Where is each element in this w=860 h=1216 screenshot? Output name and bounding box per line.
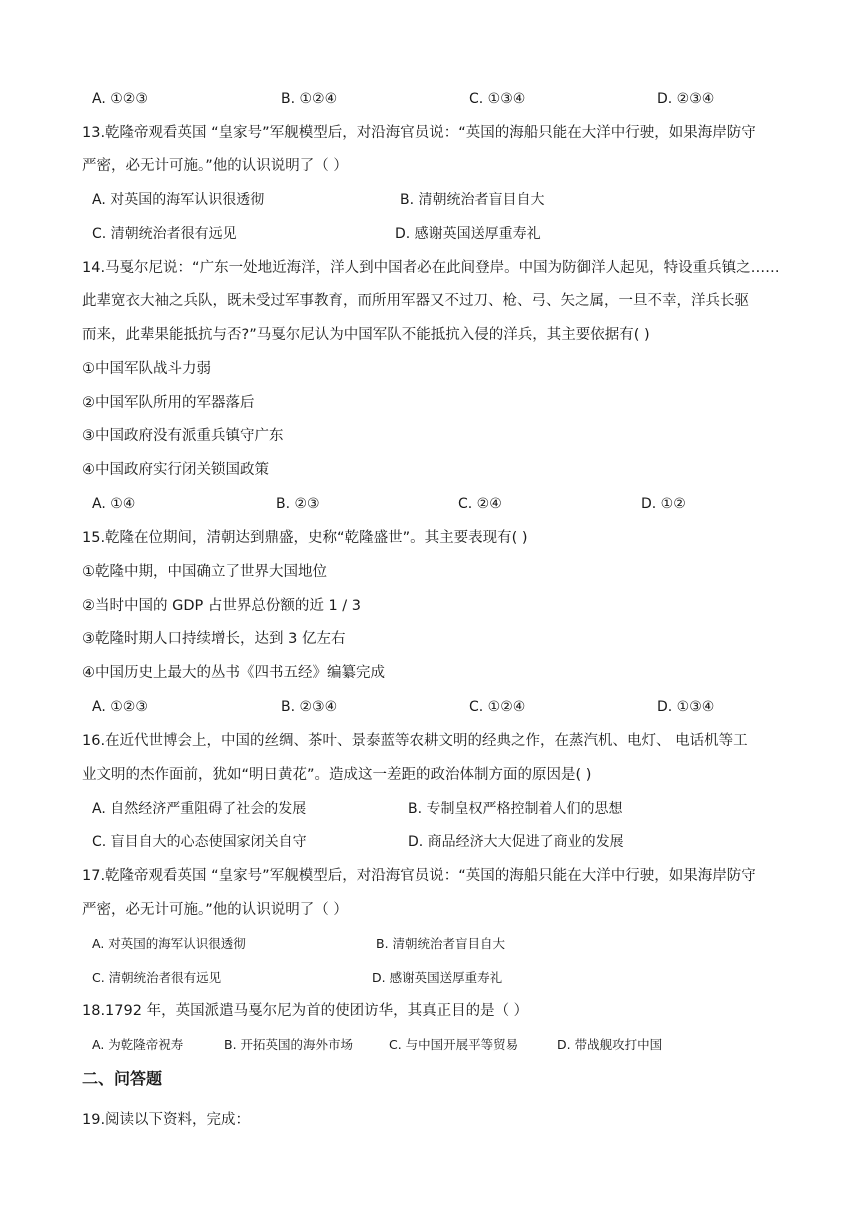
q12-option-a: A. ①②③ <box>92 91 148 107</box>
q17-option-c: C. 清朝统治者很有远见 <box>92 970 222 985</box>
q14-stem-line3: 而来，此辈果能抵抗与否?”马戛尔尼认为中国军队不能抵抗入侵的洋兵，其主要依据有( ) <box>82 327 650 343</box>
q13-option-b: B. 清朝统治者盲目自大 <box>400 192 545 208</box>
q15-option-c: C. ①②④ <box>469 699 526 715</box>
q14-option-c: C. ②④ <box>458 496 502 512</box>
q14-option-b: B. ②③ <box>276 496 320 512</box>
q17-option-a: A. 对英国的海军认识很透彻 <box>92 936 246 951</box>
q13-stem-line1: 13.乾隆帝观看英国 “皇家号”军舰模型后，对沿海官员说：“英国的海船只能在大洋中行驶，如果海岸防守 <box>82 125 756 141</box>
q14-option-d: D. ①② <box>641 496 686 512</box>
q19-stem-line1: 19.阅读以下资料，完成： <box>82 1112 251 1128</box>
q15-item-1: ①乾隆中期，中国确立了世界大国地位 <box>82 564 327 580</box>
q15-stem-line1: 15.乾隆在位期间，清朝达到鼎盛，史称“乾隆盛世”。其主要表现有( ) <box>82 530 528 546</box>
q15-option-b: B. ②③④ <box>281 699 338 715</box>
q18-option-d: D. 带战舰攻打中国 <box>557 1037 663 1052</box>
q15-option-d: D. ①③④ <box>657 699 715 715</box>
q15-option-a: A. ①②③ <box>92 699 148 715</box>
q13-option-c: C. 清朝统治者很有远见 <box>92 226 237 242</box>
q14-item-2: ②中国军队所用的军器落后 <box>82 395 255 411</box>
q13-stem-line2: 严密，必无计可施。”他的认识说明了（ ） <box>82 158 348 174</box>
q16-option-c: C. 盲目自大的心态使国家闭关自守 <box>92 834 307 850</box>
q18-option-b: B. 开拓英国的海外市场 <box>224 1037 354 1052</box>
q14-option-a: A. ①④ <box>92 496 136 512</box>
q16-option-b: B. 专制皇权严格控制着人们的思想 <box>408 801 623 817</box>
q16-option-a: A. 自然经济严重阻碍了社会的发展 <box>92 801 307 817</box>
q12-option-d: D. ②③④ <box>657 91 715 107</box>
section-heading: 二、问答题 <box>82 1069 163 1088</box>
q14-item-1: ①中国军队战斗力弱 <box>82 361 211 377</box>
q14-stem-line2: 此辈宽衣大袖之兵队，既未受过军事教育，而所用军器又不过刀、枪、弓、矢之属，一旦不幸，洋兵长驱 <box>82 293 749 309</box>
q13-option-d: D. 感谢英国送厚重寿礼 <box>395 226 541 242</box>
q14-item-3: ③中国政府没有派重兵镇守广东 <box>82 428 284 444</box>
q15-item-3: ③乾隆时期人口持续增长，达到 3 亿左右 <box>82 631 346 647</box>
q18-option-c: C. 与中国开展平等贸易 <box>389 1037 519 1052</box>
q17-stem-line1: 17.乾隆帝观看英国 “皇家号”军舰模型后，对沿海官员说：“英国的海船只能在大洋中行驶，如果海岸防守 <box>82 868 756 884</box>
q14-item-4: ④中国政府实行闭关锁国政策 <box>82 462 269 478</box>
q12-option-b: B. ①②④ <box>281 91 338 107</box>
q18-option-a: A. 为乾隆帝祝寿 <box>92 1037 184 1052</box>
q14-stem-line1: 14.马戛尔尼说：“广东一处地近海洋，洋人到中国者必在此间登岸。中国为防御洋人起见，特设重兵镇之…… <box>82 260 780 276</box>
q16-stem-line2: 业文明的杰作面前，犹如“明日黄花”。造成这一差距的政治体制方面的原因是( ) <box>82 767 592 783</box>
q16-stem-line1: 16.在近代世博会上，中国的丝绸、茶叶、景泰蓝等农耕文明的经典之作，在蒸汽机、电灯、 电话机等工 <box>82 733 748 749</box>
q13-option-a: A. 对英国的海军认识很透彻 <box>92 192 265 208</box>
q18-stem-line1: 18.1792 年，英国派遣马戛尔尼为首的使团访华，其真正目的是（ ） <box>82 1003 529 1019</box>
q17-stem-line2: 严密，必无计可施。”他的认识说明了（ ） <box>82 902 348 918</box>
q16-option-d: D. 商品经济大大促进了商业的发展 <box>408 834 624 850</box>
q12-option-c: C. ①③④ <box>469 91 526 107</box>
q15-item-2: ②当时中国的 GDP 占世界总份额的近 1 / 3 <box>82 598 362 614</box>
q17-option-d: D. 感谢英国送厚重寿礼 <box>372 970 503 985</box>
q17-option-b: B. 清朝统治者盲目自大 <box>376 936 506 951</box>
q15-item-4: ④中国历史上最大的丛书《四书五经》编纂完成 <box>82 665 385 681</box>
